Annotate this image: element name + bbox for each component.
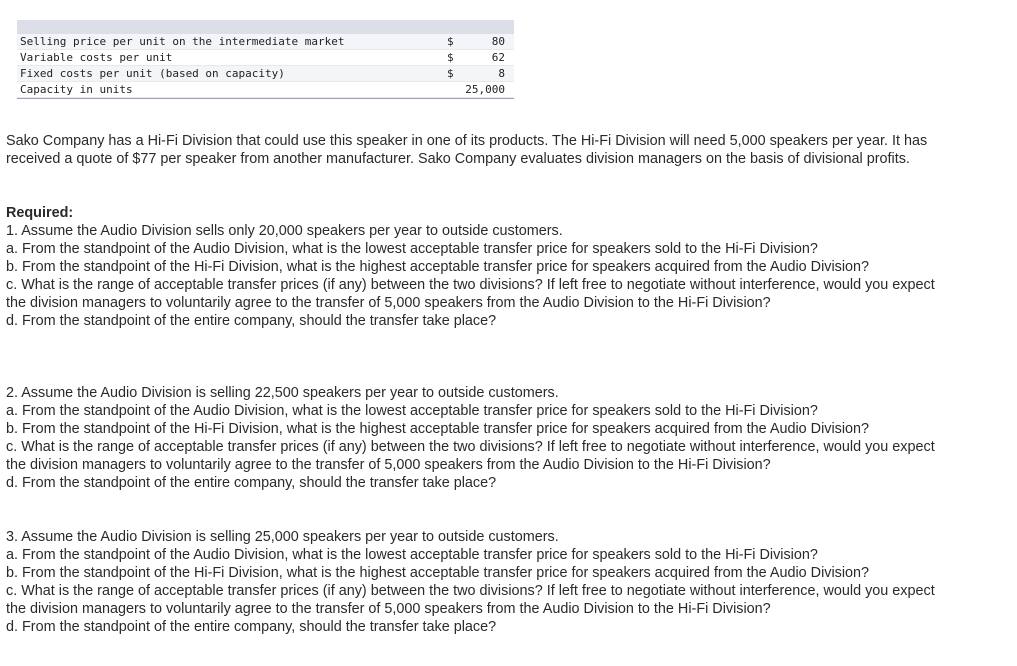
question-c: c. What is the range of acceptable transfer prices (if any) between the two divisions? If left free to negotiate without interference, would you expect the division managers to voluntarily agree to the transfer of 5,000 speakers from the Audio Division to the Hi-Fi Division? <box>6 439 935 473</box>
question-d: d. From the standpoint of the entire company, should the transfer take place? <box>6 313 497 329</box>
question-c: c. What is the range of acceptable transfer prices (if any) between the two divisions? If left free to negotiate without interference, would you expect the division managers to voluntarily agree to the transfer of 5,000 speakers from the Audio Division to the Hi-Fi Division? <box>6 583 935 617</box>
row-value: 80 <box>491 35 505 48</box>
requirement-part-2 <box>6 384 956 492</box>
required-heading-text: Required: <box>6 205 74 221</box>
question-b: b. From the standpoint of the Hi-Fi Division, what is the highest acceptable transfer price for speakers acquired from the Audio Division? <box>6 259 870 275</box>
table-row <box>17 82 514 98</box>
row-label: Variable costs per unit <box>20 51 173 64</box>
part-title: 1. Assume the Audio Division sells only 20,000 speakers per year to outside customers. <box>6 223 563 239</box>
row-label: Fixed costs per unit (based on capacity) <box>20 67 285 80</box>
table-row <box>17 66 514 82</box>
row-value: 25,000 <box>465 83 505 96</box>
part-title: 3. Assume the Audio Division is selling 25,000 speakers per year to outside customers. <box>6 529 559 545</box>
table-row <box>17 34 514 50</box>
question-b: b. From the standpoint of the Hi-Fi Division, what is the highest acceptable transfer price for speakers acquired from the Audio Division? <box>6 565 870 581</box>
question-a: a. From the standpoint of the Audio Division, what is the lowest acceptable transfer price for speakers sold to the Hi-Fi Division? <box>6 241 818 257</box>
question-a: a. From the standpoint of the Audio Division, what is the lowest acceptable transfer price for speakers sold to the Hi-Fi Division? <box>6 547 818 563</box>
part-title: 2. Assume the Audio Division is selling 22,500 speakers per year to outside customers. <box>6 385 559 401</box>
question-b: b. From the standpoint of the Hi-Fi Division, what is the highest acceptable transfer price for speakers acquired from the Audio Division? <box>6 421 870 437</box>
row-value: 8 <box>498 67 505 80</box>
required-heading <box>6 204 956 222</box>
question-a: a. From the standpoint of the Audio Division, what is the lowest acceptable transfer price for speakers sold to the Hi-Fi Division? <box>6 403 818 419</box>
table-row <box>17 50 514 66</box>
row-label: Capacity in units <box>20 83 133 96</box>
row-currency: $ <box>447 35 454 48</box>
row-currency: $ <box>447 51 454 64</box>
table-header-bar <box>17 20 514 34</box>
row-label: Selling price per unit on the intermediate market <box>20 35 345 48</box>
question-c: c. What is the range of acceptable transfer prices (if any) between the two divisions? If left free to negotiate without interference, would you expect the division managers to voluntarily agree to the transfer of 5,000 speakers from the Audio Division to the Hi-Fi Division? <box>6 277 935 311</box>
question-d: d. From the standpoint of the entire company, should the transfer take place? <box>6 619 497 635</box>
requirement-part-1 <box>6 222 956 330</box>
cost-data-table <box>17 20 514 99</box>
question-d: d. From the standpoint of the entire company, should the transfer take place? <box>6 475 497 491</box>
intro-text: Sako Company has a Hi-Fi Division that could use this speaker in one of its products. The Hi-Fi Division will need 5,000 speakers per year. It has received a quote of $77 per speaker from another manufacturer. Sako Company evaluates division managers on the basis of divisional profits. <box>6 133 928 167</box>
requirement-part-3 <box>6 528 956 636</box>
row-currency: $ <box>447 67 454 80</box>
intro-paragraph <box>6 132 956 168</box>
row-value: 62 <box>491 51 505 64</box>
